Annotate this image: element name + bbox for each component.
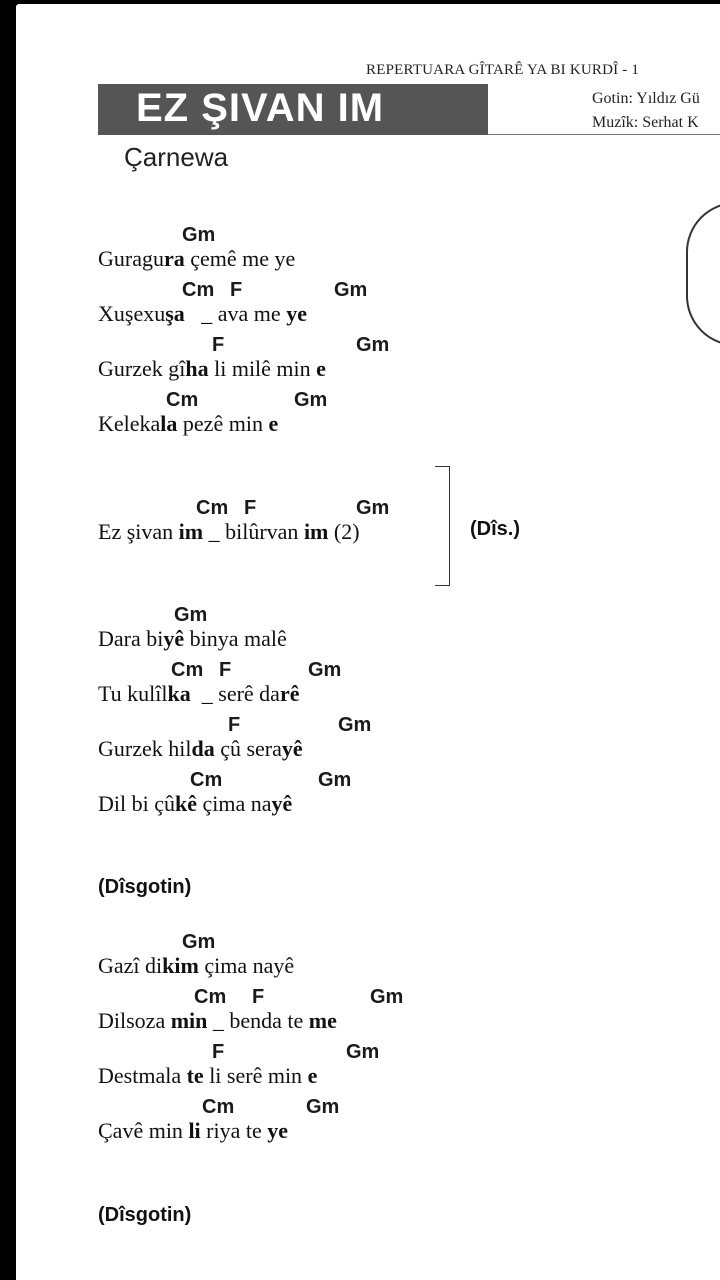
chord-gm: Gm (356, 334, 390, 356)
chord-f: F (244, 497, 257, 519)
chord-gm: Gm (356, 497, 390, 519)
lyric-line: Çavê min li riya te ye (98, 1118, 289, 1143)
lyric-line: Dara biyê binya malê (98, 626, 287, 651)
chord-cm: Cm (182, 279, 215, 301)
chord-f: F (230, 279, 243, 301)
chord-cm: Cm (171, 659, 204, 681)
chord-cm: Cm (196, 497, 229, 519)
chord-f: F (252, 986, 265, 1008)
refrain-tag: (Dîsgotin) (98, 876, 192, 898)
song-subtitle: Çarnewa (124, 142, 229, 172)
page-footer-fragment (476, 1274, 536, 1277)
chord-f: F (228, 714, 241, 736)
book-series-header: REPERTUARA GÎTARÊ YA BI KURDÎ - 1 (366, 62, 640, 78)
chord-gm: Gm (334, 279, 368, 301)
music-credit: Muzîk: Serhat K (592, 114, 699, 131)
chord-f: F (212, 334, 225, 356)
repeat-bracket (435, 466, 450, 586)
chord-cm: Cm (194, 986, 227, 1008)
chord-gm: Gm (174, 604, 208, 626)
chord-cm: Cm (190, 769, 223, 791)
chorus-line: Ez şivan im _ bilûrvan im (2) (98, 519, 360, 544)
lyric-line: Kelekala pezê min e (98, 411, 279, 436)
song-title: EZ ŞIVAN IM (136, 86, 385, 130)
lyric-line: Destmala te li serê min e (98, 1063, 318, 1088)
lyric-line: Gazî dikim çima nayê (98, 953, 295, 978)
chord-gm: Gm (294, 389, 328, 411)
lyric-line: Tu kulîlka _ serê darê (98, 681, 300, 706)
chord-diagram-outline (686, 202, 720, 346)
lyric-line: Xuşexuşa _ ava me ye (98, 301, 307, 326)
repeat-tag: (Dîs.) (470, 518, 520, 540)
lyric-line: Dilsoza min _ benda te me (98, 1008, 337, 1033)
chord-gm: Gm (370, 986, 404, 1008)
chord-f: F (212, 1041, 225, 1063)
chord-gm: Gm (346, 1041, 380, 1063)
lyric-line: Gurzek gîha li milê min e (98, 356, 326, 381)
chord-gm: Gm (308, 659, 342, 681)
lyric-line: Guragura çemê me ye (98, 246, 296, 271)
chord-gm: Gm (306, 1096, 340, 1118)
refrain-tag: (Dîsgotin) (98, 1204, 192, 1226)
chord-cm: Cm (166, 389, 199, 411)
chord-f: F (219, 659, 232, 681)
lyric-line: Dil bi çûkê çima nayê (98, 791, 293, 816)
chord-gm: Gm (182, 931, 216, 953)
lyric-line: Gurzek hilda çû serayê (98, 736, 303, 761)
chord-gm: Gm (318, 769, 352, 791)
chord-cm: Cm (202, 1096, 235, 1118)
chord-gm: Gm (338, 714, 372, 736)
song-sheet-page (16, 4, 720, 1280)
lyrics-credit: Gotin: Yıldız Gü (592, 90, 700, 107)
header-rule (488, 134, 720, 135)
chord-gm: Gm (182, 224, 216, 246)
